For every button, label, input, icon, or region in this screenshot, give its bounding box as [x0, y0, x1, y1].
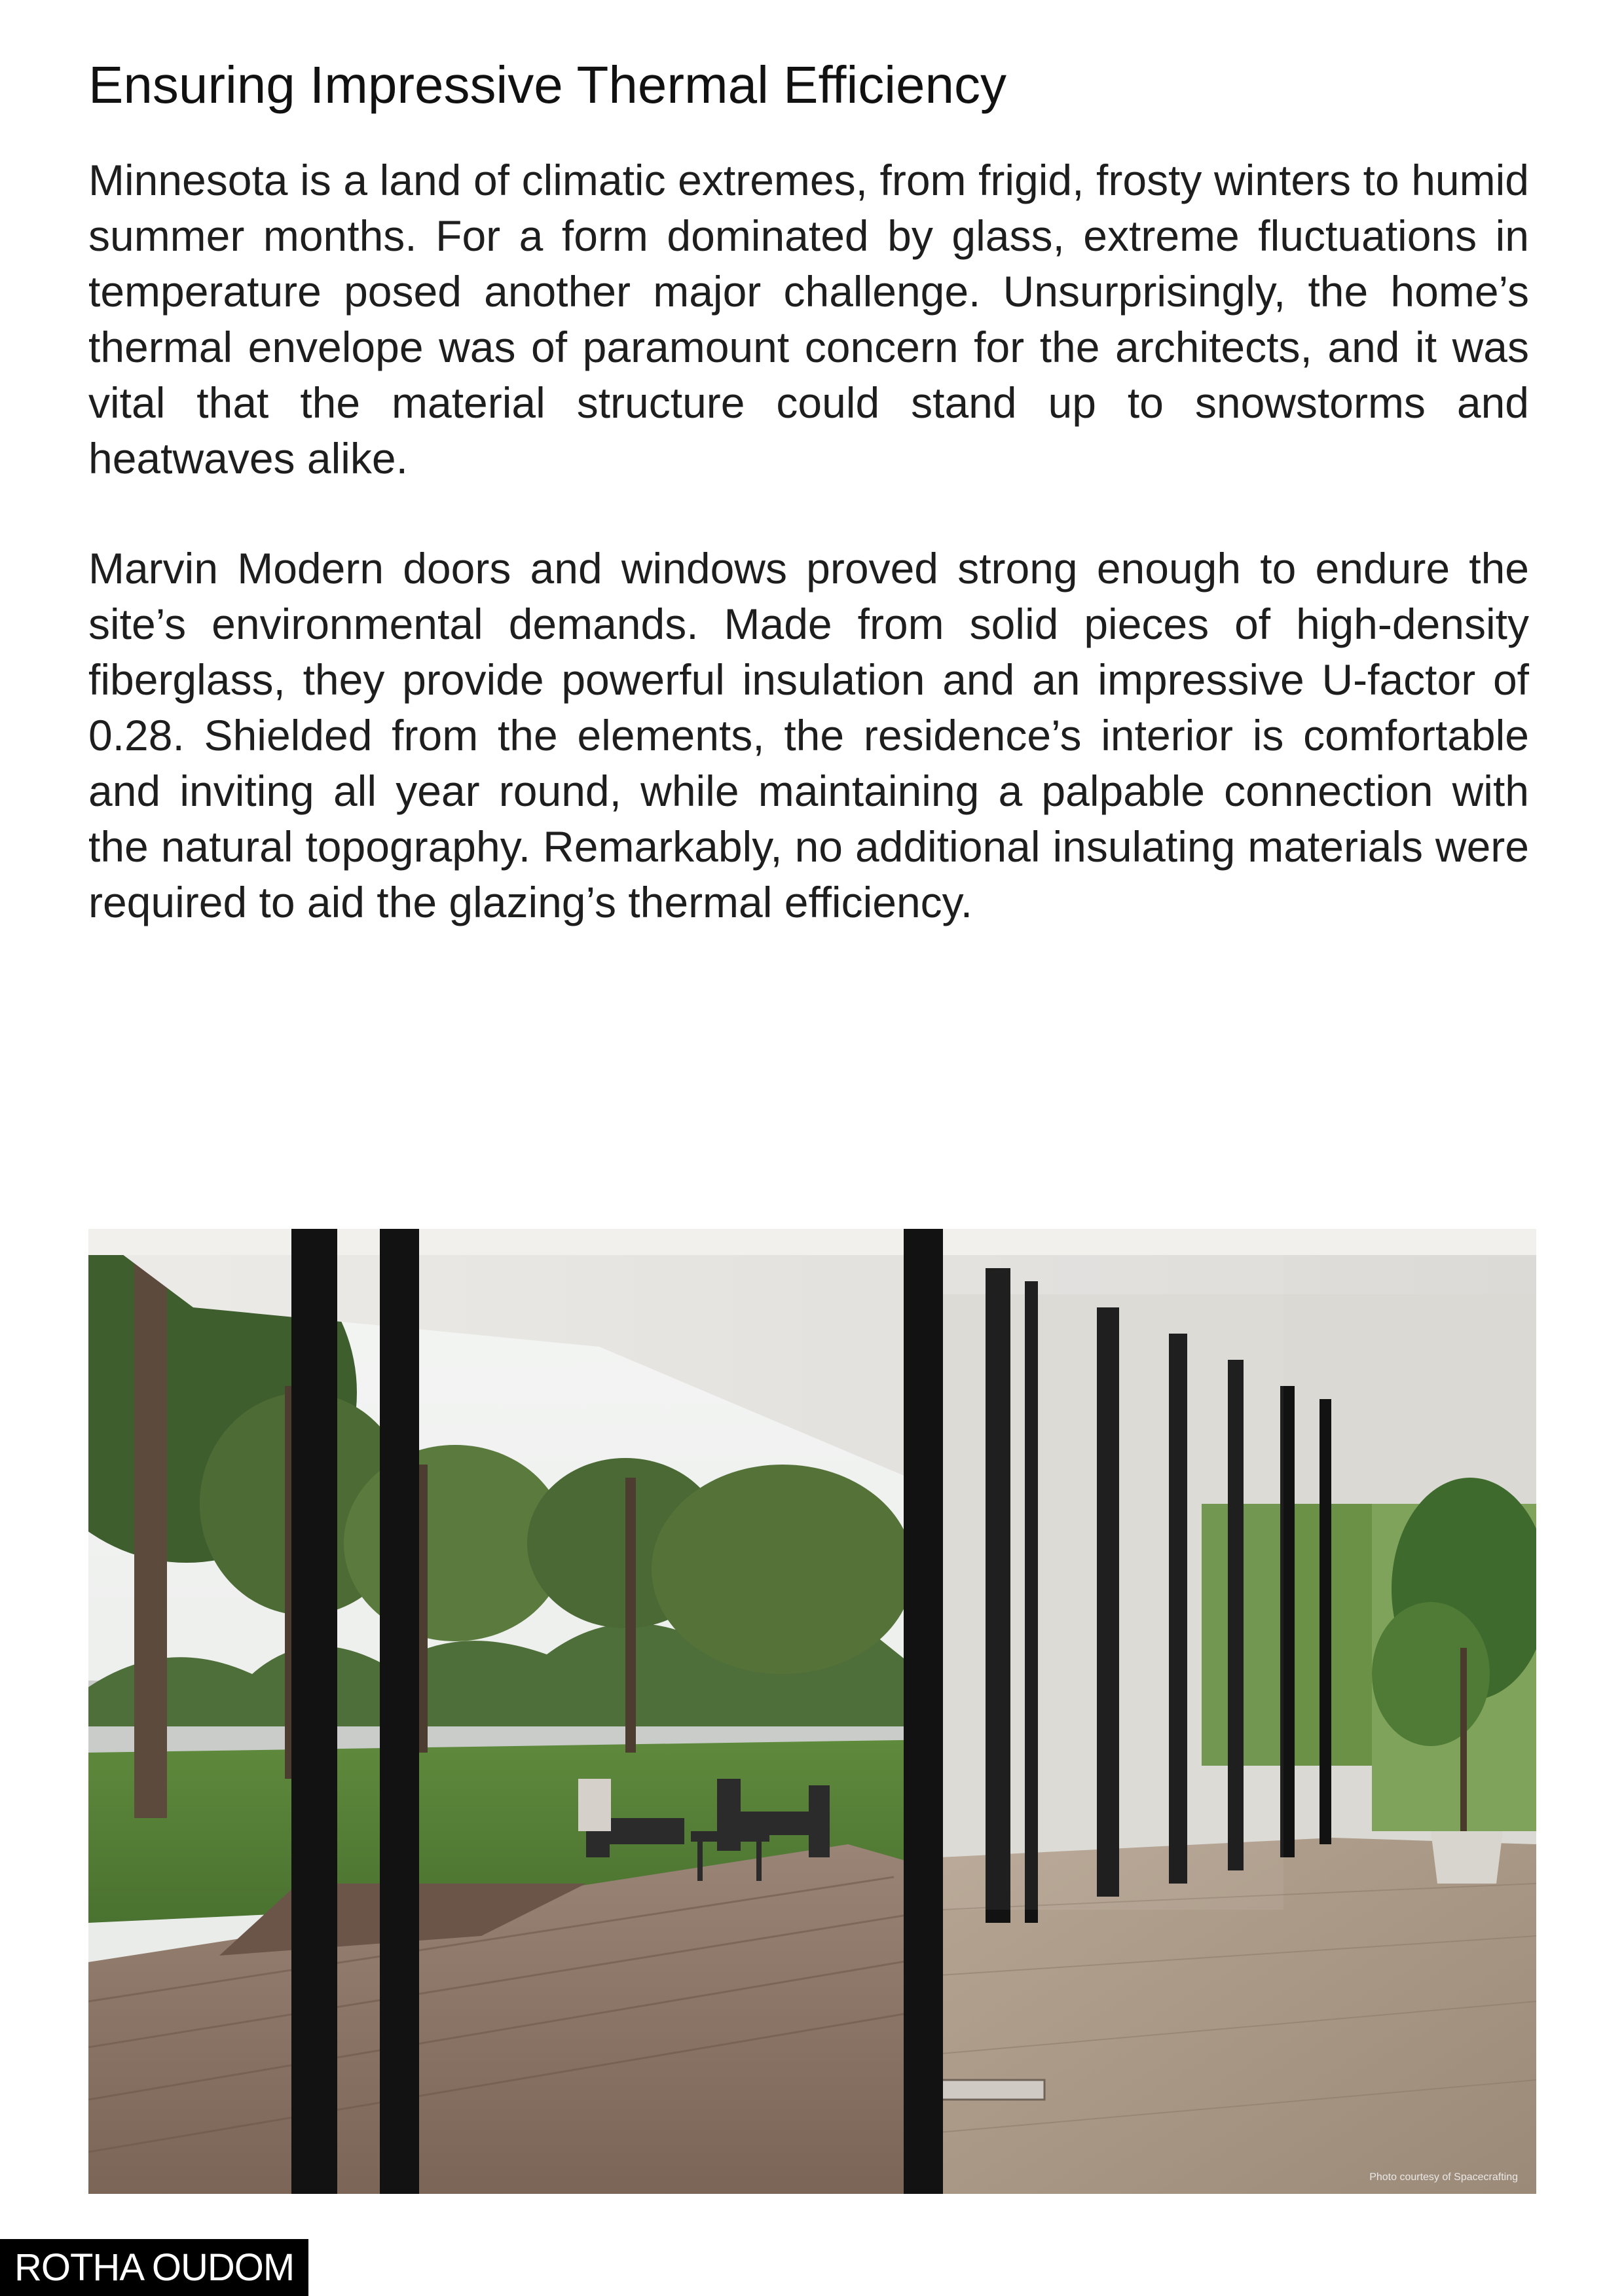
photo-credit: Photo courtesy of Spacecrafting: [1369, 2172, 1518, 2183]
section-heading: Ensuring Impressive Thermal Efficiency: [88, 56, 1007, 114]
photo-illustration: [88, 1229, 1536, 2194]
interior-patio-photo: [88, 1229, 1536, 2194]
author-tag: ROTHA OUDOM: [0, 2239, 308, 2296]
paragraph-marvin-modern: Marvin Modern doors and windows proved strong enough to endure the site’s environmental demands. Made from solid pieces of high-density fiberglass, they provide powerful insulation and an impressive U-factor of 0.28. Shielded from the elements, the residence’s interior is comfortable and inviting all year round, while maintaining a palpable connection with the natural topography. Remarkably, no additional insulating materials were required to aid the glazing’s thermal efficiency.: [88, 544, 1529, 926]
paragraph-climate: Minnesota is a land of climatic extremes, from frigid, frosty winters to humid summer months. For a form dominated by glass, extreme fluctuations in temperature posed another major challenge. Unsurprisingly, the home’s thermal envelope was of paramount concern for the architects, and it was vital that the material structure could stand up to snowstorms and heatwaves alike.: [88, 156, 1529, 483]
